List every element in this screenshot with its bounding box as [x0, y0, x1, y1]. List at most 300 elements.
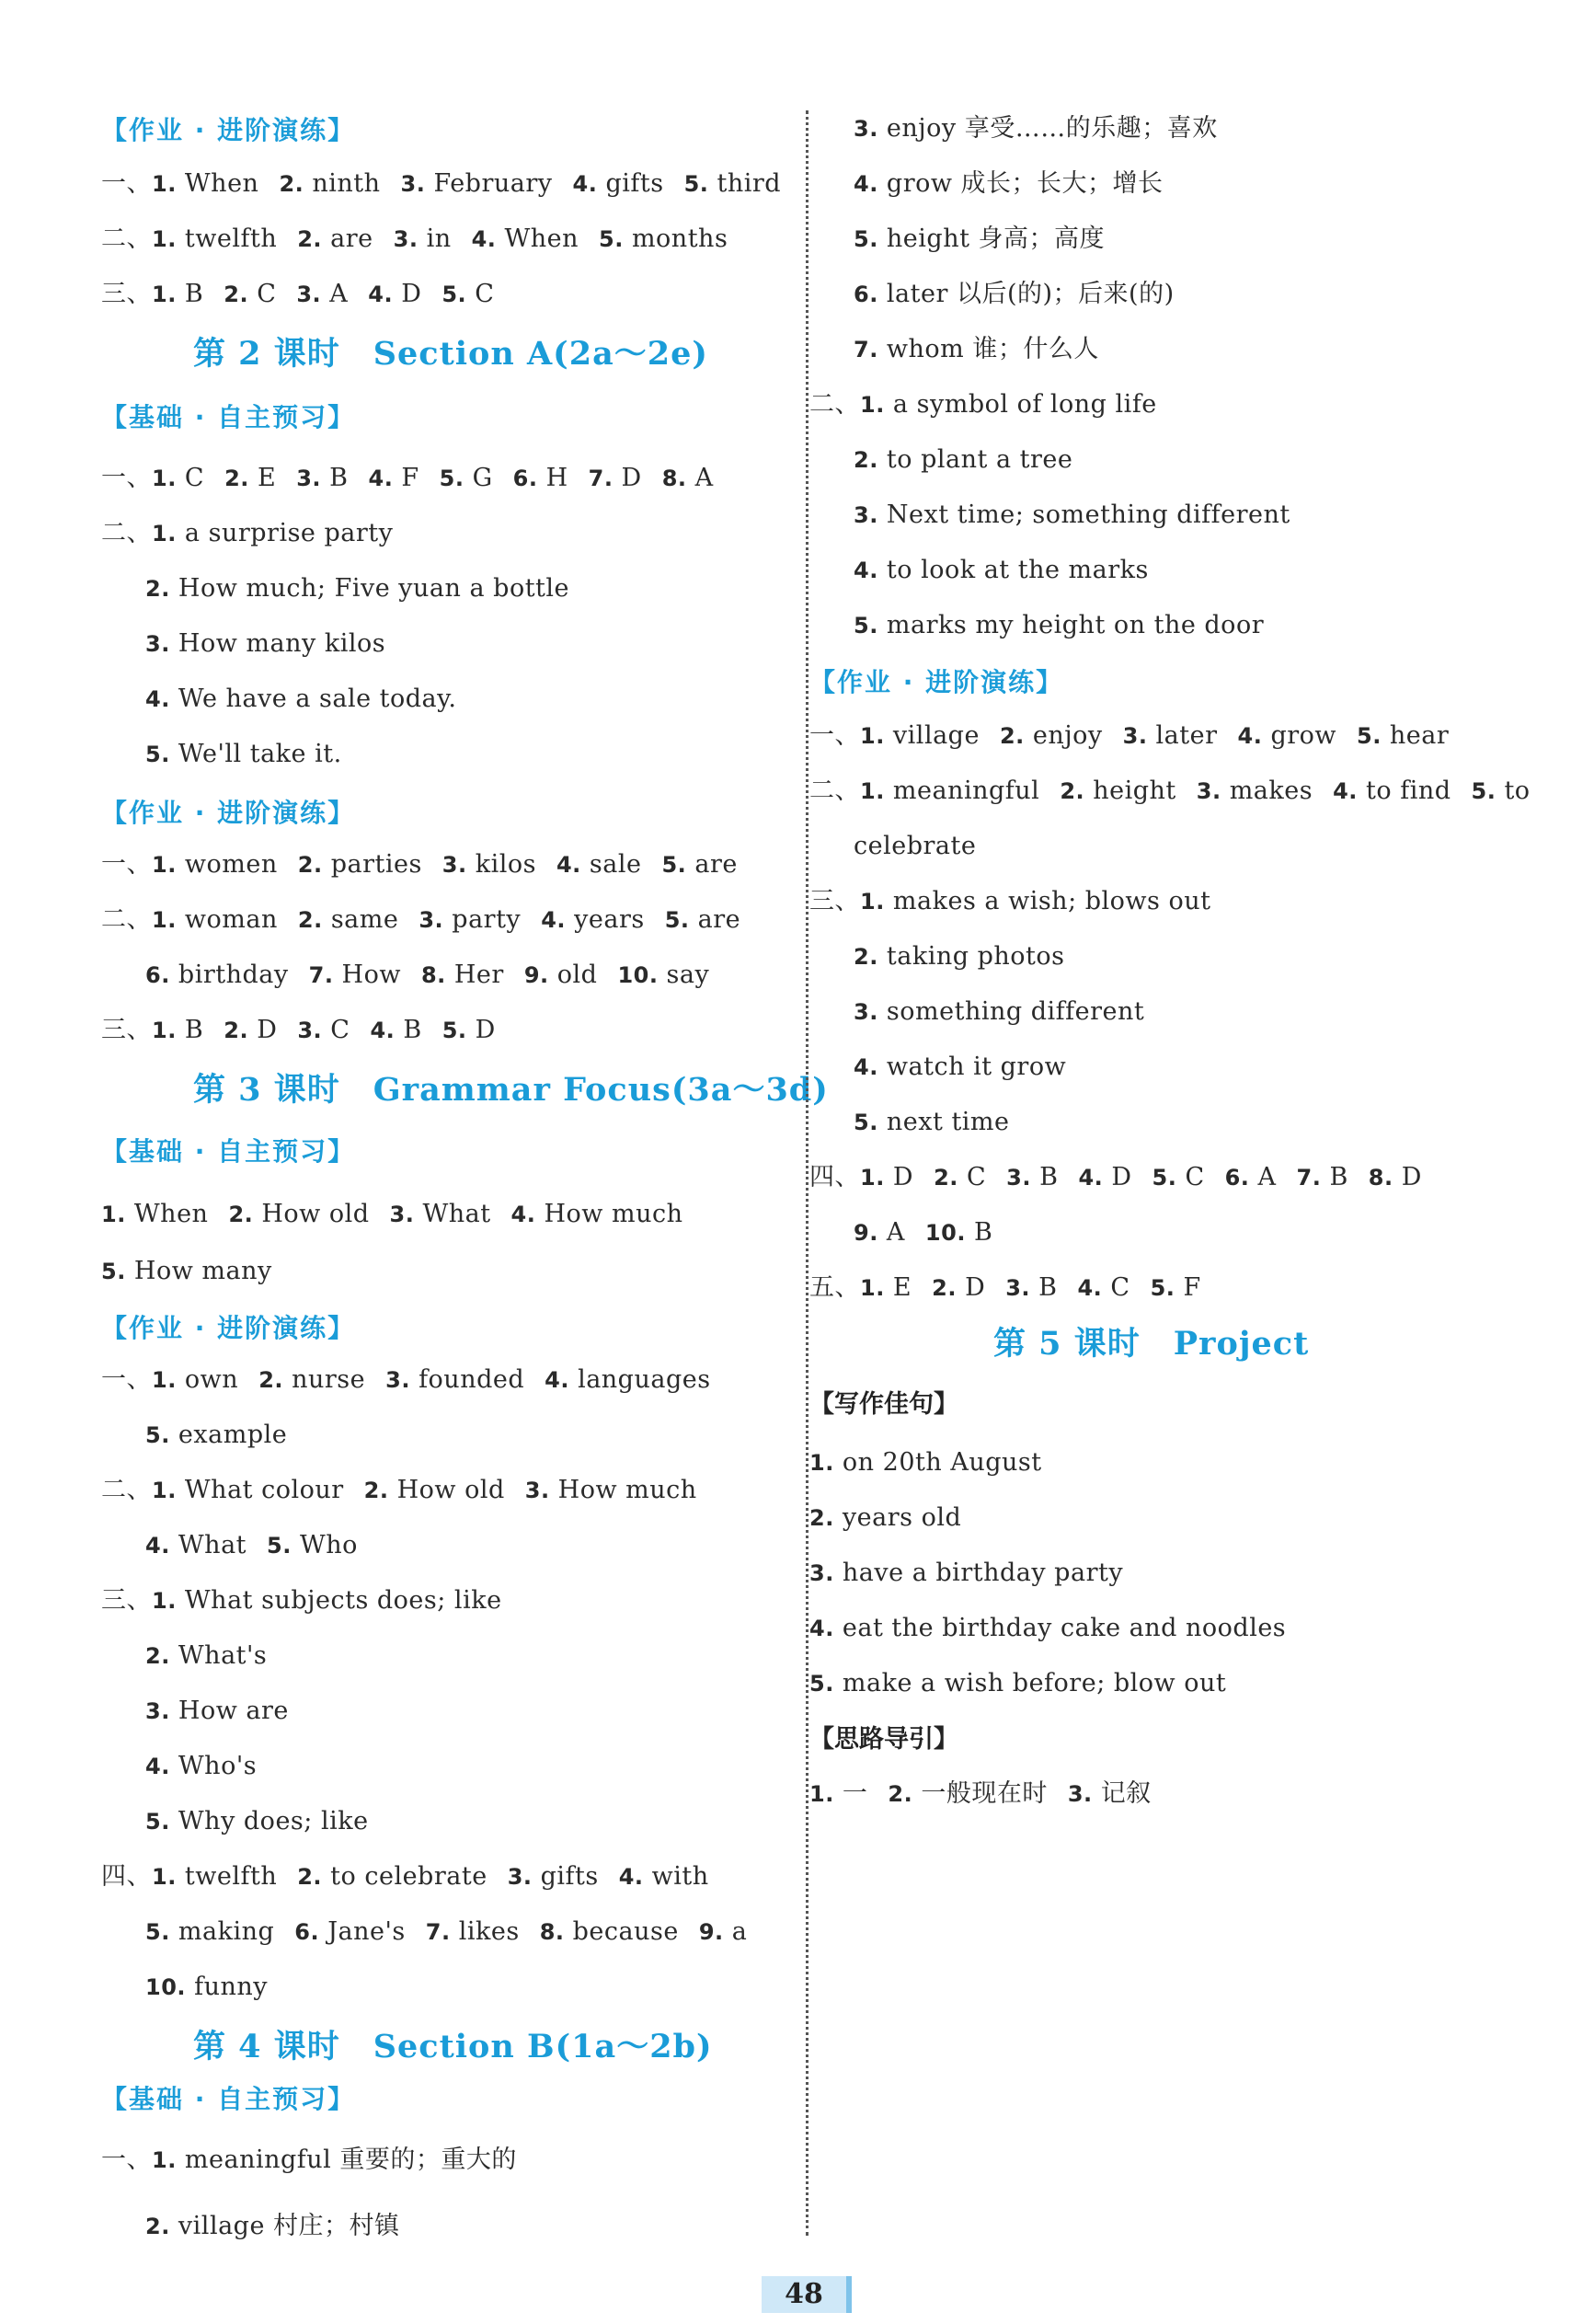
- answer-text: own: [184, 1365, 239, 1394]
- answer-line: [101, 166, 801, 202]
- item-number: 3.: [296, 466, 322, 491]
- answer-item: [294, 1917, 406, 1946]
- answer-item: [860, 887, 1210, 915]
- answer-text: months: [631, 224, 728, 253]
- answer-line: [854, 1214, 1013, 1251]
- answer-item: [145, 574, 569, 603]
- answer-item: [145, 629, 385, 658]
- answer-item: [854, 1108, 1010, 1136]
- answer-line: [101, 1012, 516, 1049]
- answer-item: [1000, 721, 1103, 750]
- question-group-label: 四、: [101, 1862, 152, 1891]
- answer-line: [809, 1776, 1172, 1812]
- item-number: 4.: [1077, 1275, 1103, 1301]
- answer-item: [145, 1421, 287, 1449]
- answer-line: [854, 1104, 1030, 1141]
- answer-line: [101, 1253, 292, 1290]
- answer-line: [854, 442, 1093, 478]
- answer-text: What's: [178, 1641, 268, 1670]
- answer-text: whom 谁；什么人: [886, 335, 1099, 363]
- answer-item: [854, 114, 1218, 143]
- item-number: 1.: [152, 1367, 177, 1393]
- answer-text: twelfth: [184, 224, 278, 253]
- answer-text: sale: [589, 850, 642, 879]
- answer-item: [934, 1163, 986, 1191]
- answer-item: [854, 335, 1099, 363]
- item-number: 2.: [224, 282, 249, 307]
- item-number: 2.: [297, 907, 323, 933]
- answer-item: [152, 169, 258, 198]
- answer-item: [573, 169, 664, 198]
- answer-text: makes: [1229, 777, 1313, 805]
- answer-line: [854, 331, 1119, 368]
- answer-text: in: [426, 224, 452, 253]
- answer-line: [809, 718, 1469, 754]
- answer-item: [442, 850, 536, 879]
- answer-item: [267, 1531, 358, 1559]
- answer-text: How much; Five yuan a bottle: [178, 574, 570, 603]
- item-number: 1.: [152, 466, 177, 491]
- answer-item: [1151, 1273, 1201, 1302]
- answer-line: [145, 1693, 309, 1730]
- lesson-title: [193, 1067, 829, 1113]
- answer-text: eat the birthday cake and noodles: [842, 1614, 1287, 1642]
- question-group-label: 一、: [809, 721, 860, 750]
- answer-line: [145, 736, 362, 773]
- answer-item: [1238, 721, 1336, 750]
- answer-line: [809, 1270, 1221, 1306]
- answer-text: D: [621, 464, 642, 492]
- answer-item: [932, 1273, 985, 1302]
- item-number: 3.: [1006, 1165, 1031, 1191]
- item-number: 5.: [683, 171, 709, 197]
- answer-line: [145, 1914, 767, 1950]
- item-number: 1.: [152, 282, 177, 307]
- item-number: 5.: [661, 852, 687, 878]
- answer-line: [145, 570, 590, 607]
- answer-item: [370, 1016, 421, 1044]
- answer-item: [297, 1016, 350, 1044]
- answer-item: [394, 224, 452, 253]
- answer-text: say: [666, 961, 710, 989]
- answer-item: [369, 464, 419, 492]
- answer-item: [145, 1531, 247, 1559]
- answer-text: enjoy: [1032, 721, 1103, 750]
- item-number: 2.: [934, 1165, 958, 1191]
- answer-text: celebrate: [854, 832, 977, 860]
- answer-item: [1006, 1163, 1058, 1191]
- item-number: 5.: [1357, 723, 1382, 749]
- answer-item: [854, 997, 1144, 1026]
- item-number: 1.: [809, 1450, 834, 1476]
- answer-text: founded: [419, 1365, 525, 1394]
- answer-text: How old: [396, 1476, 505, 1504]
- answer-item: [368, 280, 421, 308]
- answer-text: C: [967, 1163, 987, 1191]
- item-number: 3.: [524, 1478, 550, 1503]
- answer-text: What subjects does; like: [184, 1586, 502, 1615]
- item-number: 10.: [924, 1220, 966, 1246]
- item-number: 4.: [368, 282, 394, 307]
- answer-item: [145, 2212, 400, 2240]
- answer-text: E: [892, 1273, 912, 1302]
- answer-text: twelfth: [184, 1862, 278, 1891]
- exercise-block-heading: 【作业 · 进阶演练】: [809, 667, 1064, 697]
- answer-item: [508, 1862, 599, 1891]
- answer-text: How old: [261, 1200, 370, 1228]
- answer-item: [684, 169, 782, 198]
- item-number: 5.: [145, 1919, 170, 1945]
- item-number: 3.: [145, 631, 170, 657]
- answer-text: When: [184, 169, 259, 198]
- answer-item: [145, 1752, 257, 1780]
- answer-item: [258, 1365, 365, 1394]
- item-number: 9.: [854, 1220, 878, 1246]
- answer-text: A: [694, 464, 714, 492]
- answer-item: [1077, 1273, 1130, 1302]
- answer-text: B: [184, 280, 204, 308]
- answer-item: [888, 1779, 1047, 1808]
- answer-text: Jane's: [327, 1917, 406, 1946]
- item-number: 3.: [400, 171, 426, 197]
- answer-line: [101, 460, 734, 497]
- answer-text: C: [184, 464, 205, 492]
- answer-item: [419, 905, 521, 934]
- answer-item: [860, 1273, 912, 1302]
- answer-text: 一般现在时: [921, 1779, 1048, 1808]
- answer-line: [145, 1527, 378, 1564]
- answer-item: [1060, 777, 1175, 805]
- answer-item: [809, 1779, 867, 1808]
- item-number: 3.: [1196, 778, 1221, 804]
- column-divider: [806, 110, 808, 2236]
- answer-line: [854, 497, 1311, 534]
- answer-item: [860, 777, 1039, 805]
- answer-text: women: [184, 850, 278, 879]
- item-number: 5.: [441, 282, 467, 307]
- answer-line: [809, 1500, 981, 1536]
- answer-text: 一: [842, 1779, 868, 1808]
- answer-item: [860, 390, 1157, 419]
- answer-text: meaningful: [892, 777, 1040, 805]
- answer-item: [809, 1669, 1226, 1697]
- answer-item: [854, 445, 1072, 474]
- answer-item: [224, 464, 276, 492]
- item-number: 10.: [145, 1974, 187, 2000]
- answer-text: years: [574, 905, 645, 934]
- lesson-section-name: Section B(1a～2b): [373, 2028, 713, 2065]
- item-number: 2.: [854, 447, 878, 473]
- sub-heading: 【写作佳句】: [809, 1390, 958, 1419]
- answer-item: [401, 169, 553, 198]
- answer-item: [297, 1862, 487, 1891]
- item-number: 9.: [698, 1919, 724, 1945]
- answer-text: makes a wish; blows out: [892, 887, 1211, 915]
- item-number: 6.: [294, 1919, 320, 1945]
- answer-text: height: [1093, 777, 1176, 805]
- item-number: 4.: [854, 171, 878, 197]
- item-number: 7.: [425, 1919, 451, 1945]
- answer-text: How: [341, 961, 401, 989]
- answer-item: [224, 280, 276, 308]
- item-number: 1.: [152, 907, 177, 933]
- answer-line: [809, 386, 1177, 423]
- item-number: 5.: [1150, 1275, 1175, 1301]
- question-group-label: 五、: [809, 1273, 860, 1302]
- answer-item: [145, 685, 456, 713]
- answer-item: [854, 556, 1149, 584]
- answer-line: [101, 1858, 729, 1895]
- item-number: 1.: [860, 778, 885, 804]
- answer-text: kilos: [475, 850, 536, 879]
- answer-item: [145, 1641, 267, 1670]
- item-number: 5.: [145, 742, 170, 767]
- answer-line: [854, 1049, 1086, 1086]
- item-number: 2.: [999, 723, 1025, 749]
- item-number: 5.: [809, 1671, 834, 1697]
- item-number: 4.: [854, 558, 878, 583]
- item-number: 2.: [145, 576, 170, 602]
- item-number: 10.: [617, 962, 659, 988]
- answer-line: [809, 1159, 1442, 1196]
- answer-text: with: [651, 1862, 709, 1891]
- answer-item: [145, 1807, 369, 1835]
- answer-line: [101, 1582, 522, 1619]
- answer-text: make a wish before; blow out: [842, 1669, 1227, 1697]
- item-number: 5.: [101, 1259, 126, 1284]
- answer-text: funny: [194, 1973, 269, 2001]
- answer-line: [809, 1610, 1306, 1647]
- lesson-title: [993, 1321, 1309, 1367]
- answer-item: [1123, 721, 1218, 750]
- item-number: 2.: [1060, 778, 1085, 804]
- answer-text: B: [329, 464, 349, 492]
- answer-text: a symbol of long life: [892, 390, 1157, 419]
- answer-item: [925, 1218, 992, 1247]
- answer-item: [145, 1697, 289, 1725]
- answer-line: [145, 1417, 307, 1454]
- answer-text: ninth: [312, 169, 381, 198]
- question-group-label: 三、: [809, 887, 860, 915]
- answer-text: likes: [458, 1917, 520, 1946]
- item-number: 2.: [363, 1478, 389, 1503]
- question-group-label: 一、: [101, 850, 152, 879]
- answer-line: [145, 1748, 277, 1785]
- answer-item: [152, 850, 278, 879]
- question-group-label: 一、: [101, 1365, 152, 1394]
- item-number: 6.: [145, 962, 170, 988]
- answer-text: 记叙: [1100, 1779, 1152, 1808]
- answer-item: [145, 1917, 274, 1946]
- answer-text: How much: [557, 1476, 697, 1504]
- question-group-label: 二、: [101, 1476, 152, 1504]
- answer-text: B: [1038, 1273, 1058, 1302]
- answer-text: Who's: [178, 1752, 258, 1780]
- answer-text: watch it grow: [886, 1053, 1067, 1081]
- exercise-block-heading: 【基础 · 自主预习】: [101, 1136, 356, 1167]
- item-number: 2.: [888, 1781, 913, 1807]
- answer-text: Her: [453, 961, 504, 989]
- answer-line: [101, 515, 413, 552]
- answer-text: C: [1185, 1163, 1205, 1191]
- question-group-label: 三、: [101, 280, 152, 308]
- answer-line: [854, 938, 1085, 975]
- answer-text: D: [257, 1016, 278, 1044]
- item-number: 4.: [545, 1367, 569, 1393]
- answer-text: B: [1039, 1163, 1059, 1191]
- answer-text: What: [422, 1200, 491, 1228]
- answer-item: [145, 740, 342, 768]
- answer-text: B: [974, 1218, 993, 1247]
- answer-item: [1152, 1163, 1205, 1191]
- answer-text: height 身高；高度: [886, 224, 1106, 253]
- item-number: 3.: [507, 1864, 533, 1890]
- answer-text: F: [401, 464, 419, 492]
- answer-text: G: [472, 464, 493, 492]
- answer-item: [545, 1365, 710, 1394]
- answer-item: [1297, 1163, 1348, 1191]
- item-number: 1.: [152, 2147, 177, 2173]
- item-number: 4.: [145, 686, 170, 712]
- lesson-section-name: Grammar Focus(3a～3d): [373, 1071, 829, 1109]
- answer-text: are: [330, 224, 373, 253]
- answer-item: [1369, 1163, 1422, 1191]
- item-number: 1.: [860, 392, 885, 418]
- answer-item: [152, 280, 203, 308]
- answer-text: What colour: [184, 1476, 344, 1504]
- item-number: 1.: [152, 1864, 177, 1890]
- answer-item: [152, 464, 204, 492]
- question-group-label: 二、: [101, 224, 152, 253]
- item-number: 4.: [471, 226, 497, 252]
- answer-text: D: [475, 1016, 496, 1044]
- exercise-block-heading: 【基础 · 自主预习】: [101, 402, 356, 432]
- answer-item: [228, 1200, 369, 1228]
- lesson-number: 第 3 课时: [193, 1071, 340, 1109]
- item-number: 1.: [152, 521, 177, 546]
- answer-text: A: [329, 280, 349, 308]
- answer-text: Next time; something different: [886, 500, 1290, 529]
- answer-item: [152, 1586, 502, 1615]
- item-number: 1.: [860, 889, 885, 915]
- lesson-number: 第 4 课时: [193, 2028, 340, 2065]
- question-group-label: 二、: [809, 390, 860, 419]
- answer-item: [364, 1476, 505, 1504]
- answer-line: [101, 2142, 537, 2179]
- answer-item: [599, 224, 728, 253]
- item-number: 4.: [809, 1616, 834, 1641]
- answer-item: [152, 1862, 277, 1891]
- answer-text: When: [504, 224, 579, 253]
- question-group-label: 三、: [101, 1586, 152, 1615]
- answer-text: B: [403, 1016, 422, 1044]
- answer-text: to find: [1366, 777, 1451, 805]
- answer-text: later 以后(的)；后来(的): [886, 280, 1175, 308]
- answer-text: D: [1111, 1163, 1132, 1191]
- item-number: 4.: [541, 907, 567, 933]
- item-number: 3.: [441, 852, 467, 878]
- answer-text: H: [545, 464, 568, 492]
- answer-item: [385, 1365, 524, 1394]
- answer-line: [145, 1969, 288, 2006]
- item-number: 5.: [441, 1018, 467, 1043]
- lesson-section-name: Section A(2a～2e): [373, 335, 708, 373]
- item-number: 7.: [308, 962, 334, 988]
- answer-line: [101, 846, 758, 883]
- item-number: 1.: [152, 1018, 177, 1043]
- answer-item: [860, 1163, 913, 1191]
- item-number: 7.: [854, 337, 878, 362]
- item-number: 5.: [267, 1533, 292, 1559]
- answer-item: [617, 961, 709, 989]
- item-number: 5.: [1152, 1165, 1177, 1191]
- item-number: 3.: [145, 1698, 170, 1724]
- answer-text: languages: [578, 1365, 711, 1394]
- question-group-label: 一、: [101, 169, 152, 198]
- item-number: 3.: [854, 999, 878, 1025]
- item-number: 2.: [854, 944, 878, 970]
- answer-line: [145, 626, 406, 662]
- item-number: 6.: [512, 466, 538, 491]
- answer-text: taking photos: [886, 942, 1065, 971]
- answer-text: next time: [886, 1108, 1010, 1136]
- answer-item: [152, 2146, 517, 2174]
- answer-item: [1078, 1163, 1131, 1191]
- answer-item: [309, 961, 401, 989]
- exercise-block-heading: 【作业 · 进阶演练】: [101, 1313, 356, 1343]
- answer-text: What: [178, 1531, 247, 1559]
- exercise-block-heading: 【作业 · 进阶演练】: [101, 798, 356, 828]
- item-number: 4.: [368, 466, 394, 491]
- answer-text: C: [330, 1016, 350, 1044]
- item-number: 4.: [1237, 723, 1263, 749]
- answer-text: are: [694, 850, 738, 879]
- item-number: 4.: [1078, 1165, 1104, 1191]
- answer-line: [854, 166, 1184, 202]
- answer-item: [442, 1016, 496, 1044]
- answer-item: [541, 905, 645, 934]
- item-number: 2.: [809, 1505, 834, 1531]
- item-number: 1.: [101, 1202, 126, 1227]
- answer-line: [809, 1665, 1246, 1702]
- answer-text: A: [886, 1218, 905, 1247]
- answer-line: [854, 276, 1195, 313]
- answer-line: [145, 957, 729, 994]
- item-number: 1.: [860, 1165, 885, 1191]
- item-number: 3.: [854, 116, 878, 142]
- answer-item: [145, 961, 289, 989]
- item-number: 3.: [393, 226, 419, 252]
- answer-text: on 20th August: [842, 1448, 1042, 1477]
- item-number: 7.: [588, 466, 613, 491]
- answer-text: D: [892, 1163, 914, 1191]
- answer-text: a: [731, 1917, 748, 1946]
- item-number: 2.: [297, 1864, 323, 1890]
- answer-item: [101, 1257, 272, 1285]
- answer-text: woman: [184, 905, 278, 934]
- answer-text: B: [184, 1016, 204, 1044]
- answer-line: [809, 1555, 1143, 1592]
- answer-text: meaningful 重要的；重大的: [184, 2146, 517, 2174]
- lesson-title: [193, 2024, 713, 2070]
- answer-line: [809, 773, 1551, 810]
- answer-text: same: [330, 905, 399, 934]
- answer-item: [1068, 1779, 1152, 1808]
- item-number: 3.: [1122, 723, 1148, 749]
- item-number: 2.: [932, 1275, 957, 1301]
- item-number: 6.: [854, 282, 878, 307]
- item-number: 5.: [854, 613, 878, 639]
